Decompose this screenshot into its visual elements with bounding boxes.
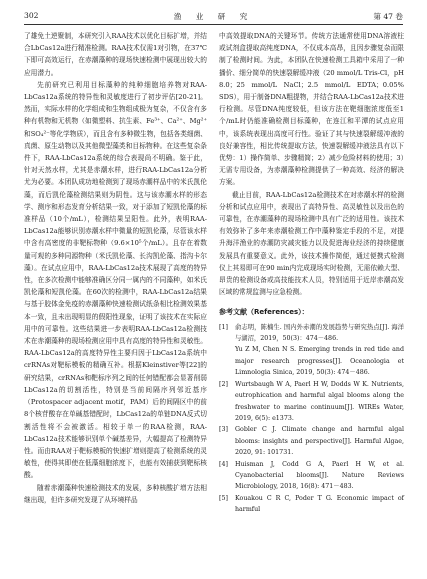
page-header	[24, 10, 403, 25]
reference-item	[219, 424, 404, 458]
reference-item	[219, 459, 404, 493]
reference-item	[219, 344, 404, 378]
reference-text: 俞志明，陈楠生. 国内外赤潮的发展趋势与研究热点[J]. 海洋与湖沼，2019，50(3)：474－486.	[235, 323, 404, 343]
reference-text: Huisman J, Codd G A, Paerl H W, et al. Cyanobacterial blooms[J]. Nature Reviews Microbiology, 2018, 16(8): 471－483.	[235, 460, 404, 491]
body-paragraph: 先前研究已利用目标藻种的纯种细胞培养物对RAA-LbCas12a系统的特异性和灵敏度进行了初步评估[20-21]。然而，实际水样的化学组成和生物组成极为复杂，不仅含有多种有机物和无机物（如微塑料、抗生素、Fe³⁺、Ca²⁺、Mg²⁺和SO₄²⁻等化学物质），而且含有多种微生物，包括各类细菌、真菌、原生动物以及其他微型藻类和目标物种。在这些复杂条件下，RAA-LbCas12a系统的综合表现尚不明确。鉴于此，针对天然水样，尤其是赤潮水样，进行RAA-LbCas12a分析尤为必要。本团队成功地检测到了现场赤潮样品中的米氏凯伦藻，而后凯伦藻检测结果则为阴性。这与该赤潮水样的形态学、测序和形态发育分析结果一致，对于添加了短凯伦藻的标准样品（10个/mL），检测结果呈阳性。此外，表明RAA-LbCas12a能够识别赤潮水样中微量的短凯伦藻，尽管该水样中含有高密度的非靶标物种（9.6×10⁵个/mL）。且存在着数量可观的多种同源物种（米氏凯伦藻、长沟凯伦藻、指沟卡尔藻）。在试点应用中，RAA-LbCas12a技术展现了高度的特异性，在多次检测中能够准确区分同一属内的不同藻种，如米氏凯伦藻和短凯伦藻。在60次的检测中，RAA-LbCas12a结果与基于胶体金免疫的赤潮藻种快速检测试纸条相比检测效果基本一致，且未出现明显的假阳性现象，证明了该技术在实际应用中的可靠性。这些结果进一步表明RAA-LbCas12a检测技术在赤潮藻种的现场检测应用中具有高度的特异性和灵敏性。RAA-LbCas12a的高度特异性主要归因于LbCas12a系统中crRNAs对靶标模板的精确互补。根据Kleinstiver等[22]的研究结果，crRNAs和靶标序列之间的任何错配都会显著削弱LbCas12a的切割活性，特别是当前间隔序列邻近基序（Protospacer adjacent motif，PAM）后的间隔区中的前8个核苷酸存在单碱基错配时，LbCas12a的单链DNA反式切割活性将不会被激活。相较于单一的RAA检测，RAA-LbCas12a技术能够识别单个碱基差异，大幅提高了检测特异性。而由RAA对于靶标模板的快速扩增则提高了检测系统的灵敏性，使得其即使在低藻细胞浓度下，也能有效捕获到靶标核酸。	[24, 80, 207, 480]
body-paragraph: 中高效提取DNA的关键环节。传统方法通常使用DNA溶液柱或试剂盒提取高纯度DNA，不仅成本高昂，且因步骤复杂而限制了检测时间。为此，本团队在快速检测工具箱中采用了一种播价、细分简单的快速裂解缓冲液（20 mmol/L Tris-Cl，pH 8.0；25 mmol/L NaCl；2.5 mmol/L EDTA；0.05% SDS），用于制备DNA粗提物，并结合RAA-LbCas12a技术进行检测。尽管DNA纯度较低，但该方法在靶细胞浓度低至1个/mL时仍能准确检测目标藻种，在连江和平潭的试点应用中，该系统表现出高度可行性。验证了其与快速裂解缓冲液的良好兼容性，相比传统提取方法，快速裂解缓冲液法具有以下优势：1）操作简单、步骤精简；2）减少危险材料的使用；3）无需专用设备，为赤潮藻种检测提供了一种高效、经济的解决方案。	[219, 32, 404, 187]
reference-item	[219, 493, 404, 516]
reference-number: [4]	[219, 460, 228, 468]
right-column	[219, 30, 404, 516]
reference-text: Gobler C J. Climate change and harmful algal blooms: insights and perspective[J]. Harmful Algae, 2020, 91: 101731.	[235, 426, 404, 457]
reference-text: Kouakou C R C, Poder T G. Economic impact of harmful	[235, 494, 404, 514]
references-heading: 参考文献（References）：	[219, 308, 309, 317]
volume-label: 第 47 卷	[373, 12, 403, 21]
reference-number: [1]	[219, 323, 228, 331]
reference-item	[219, 322, 404, 345]
reference-number: [5]	[219, 494, 228, 502]
page-number: 302	[24, 11, 39, 20]
left-column	[24, 30, 207, 506]
reference-text: Yu Z M, Chen N S. Emerging trends in red tide and major research progresses[J]. Oceanologia et Limnologia Sinica, 2019, 50(3): 474－486.	[235, 346, 404, 377]
reference-number: [2]	[219, 380, 228, 388]
reference-number	[219, 344, 235, 378]
journal-title: 渔 业 研 究	[173, 12, 254, 21]
reference-text: Wurtsbaugh W A, Paerl H W, Dodds W K. Nutrients, eutrophication and harmful algal blooms along the freshwater to marine continuum[J]. WIREs Water, 2019, 6(5): e1373.	[235, 380, 404, 422]
reference-number: [3]	[219, 426, 228, 434]
body-paragraph: 随着赤潮藻种快速检测技术的发展，多种核酸扩增方法相继出现，但许多研究发现了从环境样品	[24, 483, 207, 504]
body-paragraph: 了雄免土逆聚制，本研究引入RAA技术以优化目标扩增，并结合LbCas12a进行精准检测。RAA技术仅需1对引物，在37℃下即可高效运行，在赤潮藻种的现场快速检测中展现出较大的应用潜力。	[24, 32, 207, 77]
reference-item	[219, 379, 404, 425]
body-paragraph: 截止目前，RAA-LbCas12a检测技术在对赤潮水样的检测分析和试点应用中，表现出了高特异性、高灵敏性以及出色的可靠性，在赤潮藻种的现场检测中具有广泛的适用性。该技术有效弥补了多年来赤潮检测工作中藻种鉴定手段的不足，对提升海洋渔业的赤潮防灾减灾能力以及促进海业经济的持续健康发展具有重要意义。此外，该技术操作简便，通过便携式检测仪上其易即可在90 min内完成现场实时检测，无需依赖大型、昂贵的检测设备或高技能技术人员，特别适用于近岸赤潮高发区域的常规监测与应急检测。	[219, 190, 404, 297]
